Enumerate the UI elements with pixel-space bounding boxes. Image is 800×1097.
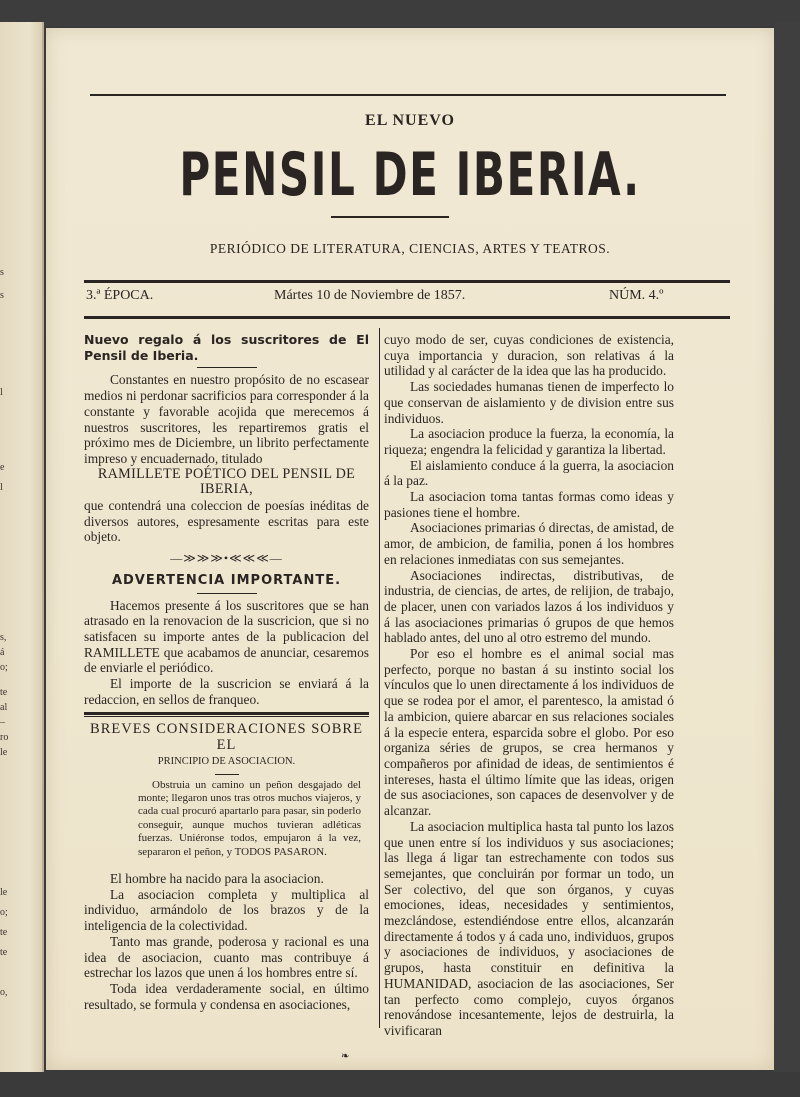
notice-paragraph: Constantes en nuestro propósito de no escasear medios ni perdonar sacrificios para corresponder á la constante y favorable acojida que merecemos á nuestros suscritores, les repartiremos gratis el próximo mes de Diciembre, un librito perfectamente impreso y encuadernado, titulado <box>84 372 369 466</box>
notice-paragraph-continued: que contendrá una coleccion de poesías inéditas de diversos autores, espresamente escritas para este objeto. <box>84 498 369 545</box>
article-title: BREVES CONSIDERACIONES SOBRE EL <box>90 721 363 754</box>
section-ornament: —≫≫≫•≪≪≪— <box>170 551 283 566</box>
previous-page-fragment: o; <box>0 662 8 673</box>
article-title-rule <box>215 774 239 775</box>
epoch-label: 3.ª ÉPOCA. <box>86 288 154 303</box>
previous-page-fragment: ro <box>0 732 9 743</box>
scan-border-bottom <box>0 1072 800 1097</box>
body-paragraph: Las sociedades humanas tienen de imperfecto lo que conservan de aislamiento y de division entre sus individuos. <box>384 379 674 426</box>
scan-border-right <box>774 22 800 1097</box>
title-underline <box>331 216 449 218</box>
masthead-bottom-rule <box>84 280 730 283</box>
body-paragraph: Tanto mas grande, poderosa y racional es una idea de asociacion, cuanto mas contribuye á estrechar los lazos que unen á los hombres entre sí. <box>84 933 369 981</box>
left-column <box>84 332 369 1012</box>
article-rule-thick <box>84 712 369 715</box>
previous-page-fragment: – <box>0 717 5 728</box>
previous-page-fragment: al <box>0 702 8 713</box>
body-paragraph: Asociaciones indirectas, distributivas, de industria, de ciencias, de artes, de relijion, de trabajo, de placer, unen con variados lazos á los individuos y á las asociaciones primarias ó grupos de que hemos hablado antes, del uno al otro estremo del mundo. <box>384 567 674 646</box>
previous-page-fragment: e <box>0 462 5 473</box>
issue-number: NÚM. 4.º <box>609 288 664 303</box>
warning-paragraph: Hacemos presente á los suscritores que se han atrasado en la renovacion de la suscricion, que si no satisfacen su importe antes de la publicacion del RAMILLETE que acabamos de anunciar, cesaremos de enviarle el periódico. <box>84 597 369 676</box>
masthead-overline: EL NUEVO <box>365 112 455 129</box>
masthead-top-rule <box>90 94 726 96</box>
previous-page-fragment: te <box>0 687 8 698</box>
previous-page-fragment: le <box>0 887 8 898</box>
body-paragraph: Asociaciones primarias ó directas, de amistad, de amor, de ambicion, de familia, ponen á los hombres en relaciones inmediatas con sus semejantes. <box>384 520 675 567</box>
notice-book-title: RAMILLETE POÉTICO DEL PENSIL DE IBERIA, <box>97 465 356 498</box>
previous-page-fragment: s <box>0 267 4 278</box>
previous-page-fragment: l <box>0 482 3 493</box>
epigraph <box>84 779 369 859</box>
body-paragraph: La asociacion produce la fuerza, la economía, la riqueza; engendra la felicidad y garantiza la libertad. <box>384 426 674 457</box>
warning-title-rule <box>197 593 257 594</box>
newspaper-page <box>46 28 774 1070</box>
previous-page-fragment: te <box>0 947 8 958</box>
body-paragraph: cuyo modo de ser, cuyas condiciones de existencia, cuya importancia y duracion, son relativas á la utilidad y al carácter de la idea que las ha producido. <box>384 332 674 379</box>
previous-page-fragment: s, <box>0 632 7 643</box>
epigraph-text: Obstruia un camino un peñon desgajado del monte; llegaron unos tras otros muchos viajeros, y cada cual procuró apartarlo para pasar, sin poderlo conseguir, aunque muchos tuvieran adléticas fuerzas. Uniéronse todos, empujaron á la vez, separaron el peñon, y TODOS PASARON. <box>138 778 361 858</box>
notice-title-rule <box>197 367 257 368</box>
body-paragraph: La asociacion multiplica hasta tal punto los lazos que unen entre sí los individuos y sus asociaciones; las llega á ligar tan estrechamente con todos sus semejantes, que concluirán por formar un todo, un Ser colectivo, del que son órganos, y cuyas emociones, ideas, necesidades y sentimientos, mezclándose, estendiéndose entre ellos, alcanzarán directamente á todos y á cada uno, individuos, grupos y asociaciones de individuos, y asociaciones de grupos, hasta constituir en definitiva la HUMANIDAD, asociacion de las asociaciones, Ser tan perfecto como complejo, cuyos órganos renovándose incesantemente, lejos de destruirla, la vivificaran <box>384 818 674 1038</box>
warning-paragraph-2: El importe de la suscricion se enviará á la redaccion, en sellos de franqueo. <box>84 676 369 707</box>
right-column <box>384 332 674 1039</box>
notice-title: Nuevo regalo á los suscritores de El Pensil de Iberia. <box>84 332 369 363</box>
dateline-rule <box>84 316 730 319</box>
article-rule-thin <box>84 716 369 717</box>
body-paragraph: Por eso el hombre es el animal social mas perfecto, porque no bastan á su instinto social los vínculos que lo unen directamente á los individuos de que se rodea por el amor, el parentesco, la amistad ó la ambicion, quiere abarcar en sus relaciones sociales á la especie entera, esparcida sobre el globo. Por eso organiza séries de grupos, se crea hermanos y compañeros por afinidad de ideas, de sentimientos é intereses, hasta el último límite que las ideas, origen de sus asociaciones, son capaces de desenvolver y de alcanzar. <box>384 646 674 819</box>
previous-page-fragment: te <box>0 927 8 938</box>
issue-date: Mártes 10 de Noviembre de 1857. <box>274 288 466 303</box>
previous-page-fragment: á <box>0 647 5 658</box>
body-paragraph: El aislamiento conduce á la guerra, la asociacion á la paz. <box>384 457 674 489</box>
previous-page-fragment: le <box>0 747 8 758</box>
previous-page-edge <box>0 22 44 1077</box>
previous-page-fragment: o, <box>0 987 8 998</box>
previous-page-fragment: l <box>0 387 3 398</box>
column-divider <box>379 328 380 1028</box>
warning-title: ADVERTENCIA IMPORTANTE. <box>111 572 342 588</box>
body-paragraph: Toda idea verdaderamente social, en último resultado, se formula y condensa en asociaciones, <box>84 980 369 1012</box>
masthead-title: PENSIL DE IBERIA. <box>179 140 641 210</box>
previous-page-fragment: o; <box>0 907 8 918</box>
previous-page-fragment: s <box>0 290 4 301</box>
article-subtitle: PRINCIPIO DE ASOCIACION. <box>157 755 296 767</box>
masthead-subtitle: PERIÓDICO DE LITERATURA, CIENCIAS, ARTES Y TEATROS. <box>209 241 611 256</box>
body-paragraph: La asociacion completa y multiplica al individuo, armándolo de los brazos y de la inteligencia de la colectividad. <box>84 886 369 934</box>
scan-border-top <box>0 0 800 26</box>
bottom-ornament: ❧ <box>341 1051 350 1062</box>
body-paragraph: El hombre ha nacido para la asociacion. <box>110 871 324 887</box>
body-paragraph: La asociacion toma tantas formas como ideas y pasiones tiene el hombre. <box>384 489 674 520</box>
